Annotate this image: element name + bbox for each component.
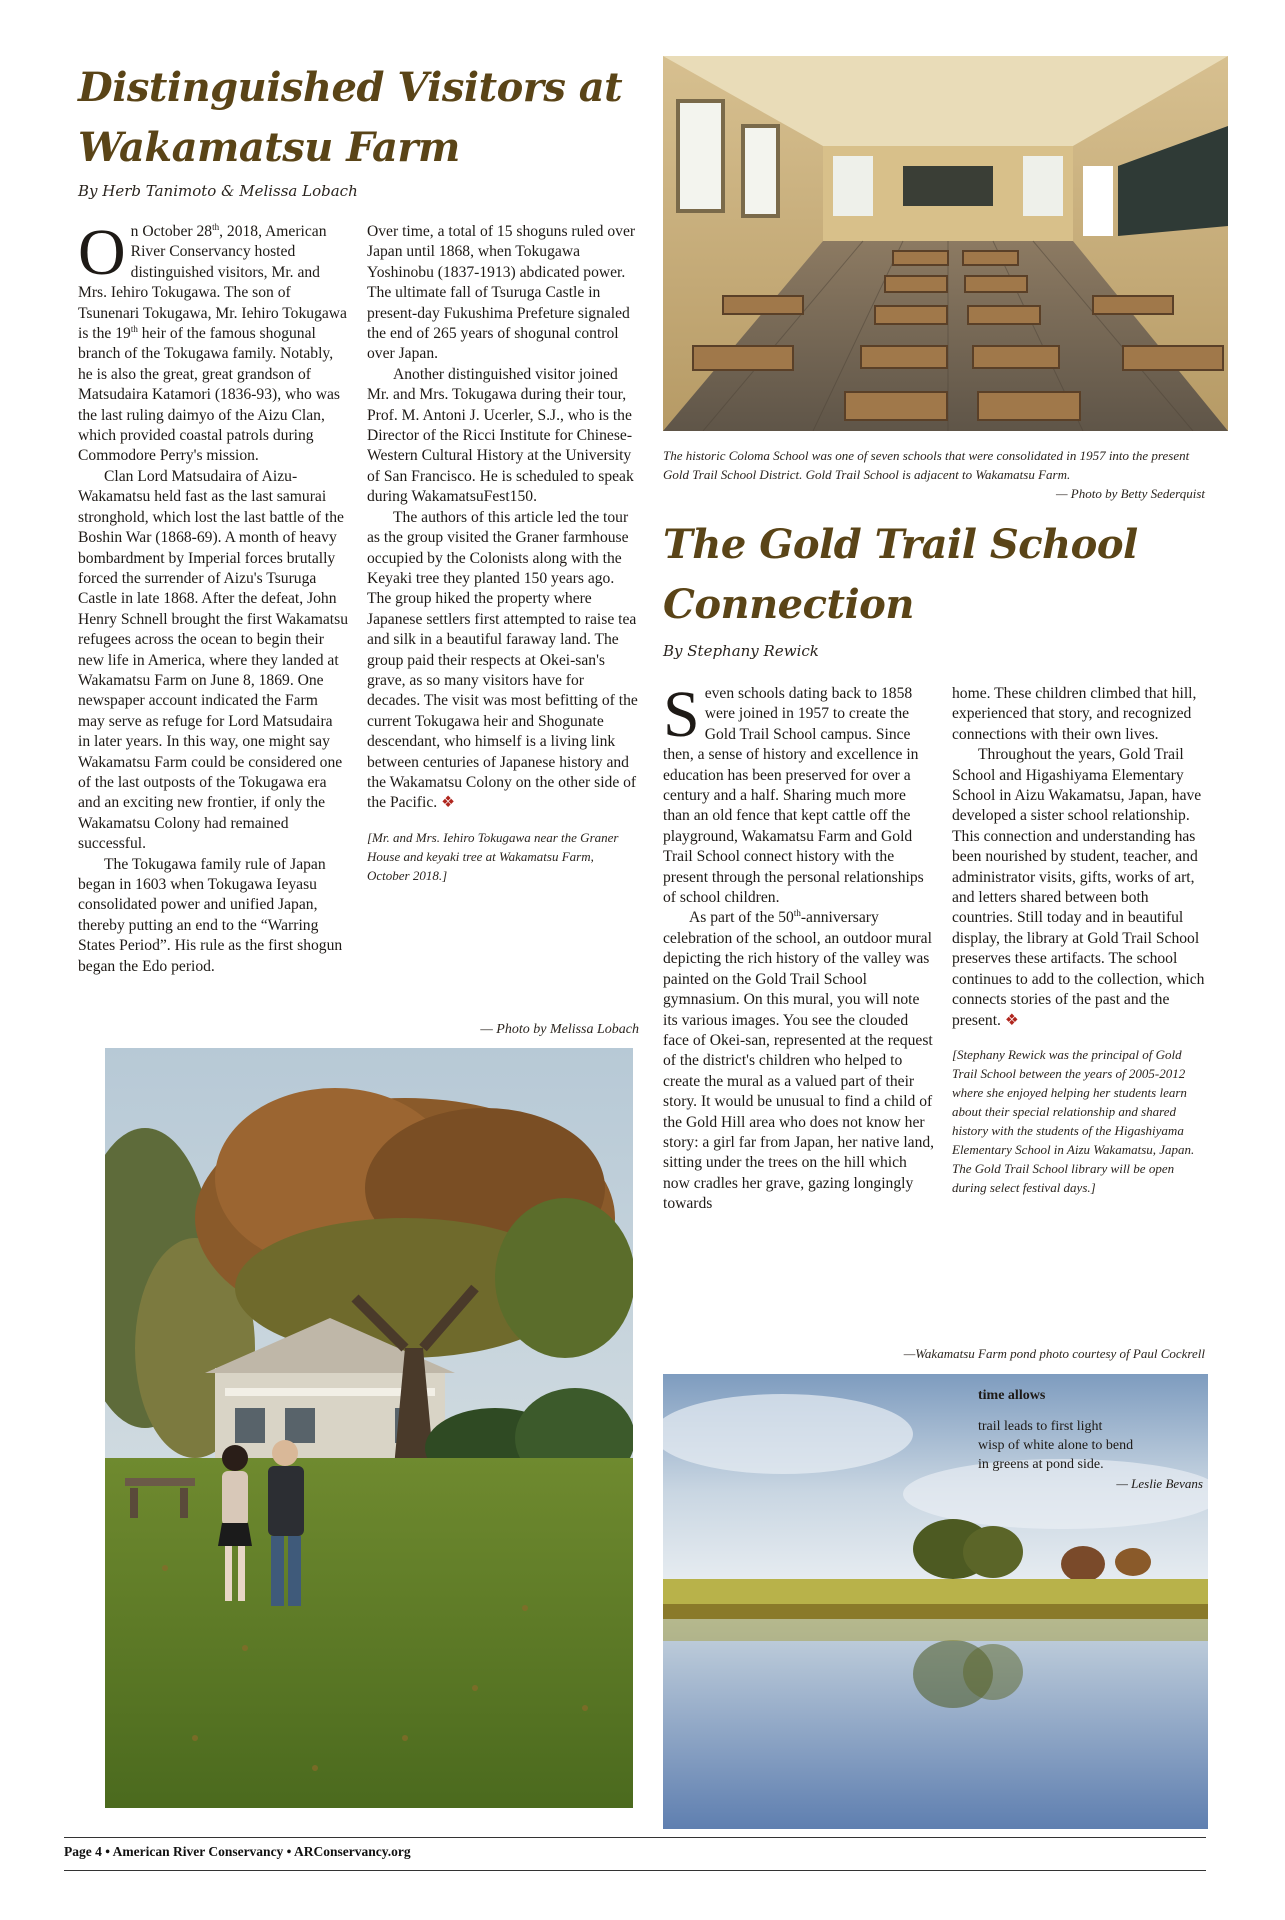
article1-paragraph-4: Over time, a total of 15 shoguns ruled over Japan until 1868, when Tokugawa Yoshinobu (1837-1913) abdicated power. The ultimate fall of Tsuruga Castle in present-day Fukushima Prefeture signaled the end of 265 years of shogunal control over Japan. — [367, 223, 636, 363]
article1-headline-line1: Distinguished Visitors at — [78, 64, 623, 111]
article1-photo-caption: [Mr. and Mrs. Iehiro Tokugawa near the Graner House and keyaki tree at Wakamatsu Farm, October 2018.] — [367, 829, 619, 883]
article1-headline — [78, 58, 638, 178]
article1-byline: By Herb Tanimoto & Melissa Lobach — [78, 182, 358, 200]
author-note: [Stephany Rewick was the principal of Gold Trail School between the years of 2005-2012 where she enjoyed helping her students learn about their special relationship and shared history with the students of the Higashiyama Elementary School in Aizu Wakamatsu, Japan. The Gold Trail School library will be open during select festival days.] — [952, 1046, 1195, 1195]
poem-title: time allows — [978, 1388, 1046, 1403]
article1-paragraph-3: The Tokugawa family rule of Japan began in 1603 when Tokugawa Ieyasu consolidated power and unified Japan, thereby putting an end to the “Warring States Period”. His rule as the first shogun began the Edo period. — [78, 855, 343, 975]
article1-dropcap: O — [78, 216, 126, 289]
article2-column-2 — [952, 684, 1206, 1197]
article1-paragraph-5: Another distinguished visitor joined Mr. and Mrs. Tokugawa during their tour, Prof. M. Antoni J. Ucerler, S.J., who is the Director of the Ricci Institute for Chinese-Western Cultural History at the University of San Francisco. He is scheduled to speak during WakamatsuFest150. — [367, 365, 634, 506]
article2-byline: By Stephany Rewick — [663, 642, 819, 660]
article2-paragraph-3: home. These children climbed that hill, experienced that story, and recognized connections with their own lives. — [952, 685, 1197, 743]
poem — [978, 1386, 1203, 1493]
poem-line-1: trail leads to first light — [978, 1419, 1103, 1434]
article2-paragraph-1: Seven schools dating back to 1858 were joined in 1957 to create the Gold Trail School campus. Since then, a sense of history and excellence in education has been preserved for over a century and a half. Sharing much more than an old fence that kept cattle off the playground, Wakamatsu Farm and Gold Trail School connect history with the present through the personal relationships of school children. — [663, 678, 924, 907]
pond-photo-credit: —Wakamatsu Farm pond photo courtesy of Paul Cockrell — [903, 1346, 1205, 1361]
article1-headline-line2: Wakamatsu Farm — [78, 124, 460, 171]
poem-line-3: in greens at pond side. — [978, 1457, 1104, 1472]
footer-top-rule — [64, 1837, 1206, 1838]
article2-headline-line1: The Gold Trail School — [663, 521, 1138, 568]
visitors-photo — [105, 1048, 633, 1808]
article2-column-1 — [663, 678, 935, 1215]
end-mark-icon: ❖ — [441, 794, 456, 812]
article2-headline-line2: Connection — [663, 581, 914, 628]
school-photo-credit: — Photo by Betty Sederquist — [1056, 486, 1205, 501]
article1-column-2 — [367, 222, 639, 885]
end-mark-icon: ❖ — [1004, 1011, 1019, 1029]
article1-photo-credit: — Photo by Melissa Lobach — [480, 1022, 639, 1037]
article2-paragraph-4: Throughout the years, Gold Trail School and Higashiyama Elementary School in Aizu Wakamatsu, Japan, have developed a sister school relationship. This connection and understanding has been nourished by student, teacher, and administrator visits, gifts, works of art, and letters shared between both countries. Still today and in beautiful display, the library at Gold Trail School preserves these artifacts. The school continues to add to the collection, which connects stories of the past and the present. ❖ — [952, 746, 1205, 1029]
school-photo — [663, 56, 1228, 431]
article1-paragraph-6: The authors of this article led the tour as the group visited the Graner farmhouse occupied by the Colonists along with the Keyaki tree they planted 150 years ago. The group hiked the property where Japanese settlers first attempted to raise tea and silk in a beautiful faraway land. The group paid their respects at Okei-san's grave, as so many visitors have for decades. The visit was most befitting of the current Tokugawa heir and Shogunate descendant, who himself is a living link between centuries of Japanese history and the Wakamatsu Colony on the other side of the Pacific. ❖ — [367, 508, 638, 812]
article2-headline — [663, 515, 1223, 635]
school-photo-caption: The historic Coloma School was one of seven schools that were consolidated in 1957 into the present Gold Trail School District. Gold Trail School is adjacent to Wakamatsu Farm. — [663, 448, 1190, 482]
article2-paragraph-2: As part of the 50th-anniversary celebration of the school, an outdoor mural depicting the rich history of the valley was painted on the Gold Trail School gymnasium. On this mural, you will note its various images. You see the clouded face of Okei-san, represented at the request of the district's children who helped to create the mural as a valued part of their story. It would be unusual to find a child of the Gold Hill area who does not know her story: a girl far from Japan, her native land, sitting under the trees on the hill which now cradles her grave, gazing longingly towards — [663, 908, 935, 1213]
article2-dropcap: S — [663, 678, 700, 751]
footer-bottom-rule — [64, 1870, 1206, 1871]
article1-paragraph-1: On October 28th, 2018, American River Conservancy hosted distinguished visitors, Mr. and Mrs. Iehiro Tokugawa. The son of Tsunenari Tokugawa, Mr. Iehiro Tokugawa is the 19th heir of the famous shogunal branch of the Tokugawa family. Notably, he is also the great, great grandson of Matsudaira Katamori (1836-93), who was the last ruling daimyo of the Aizu Clan, which provided coastal patrols during Commodore Perry's mission. — [78, 216, 347, 465]
article1-column-1 — [78, 216, 348, 977]
article1-paragraph-2: Clan Lord Matsudaira of Aizu-Wakamatsu held fast as the last samurai stronghold, which lost the last battle of the Boshin War (1868-69). A month of heavy bombardment by Imperial forces brutally forced the surrender of Aizu's Tsuruga Castle in late 1868. After the defeat, John Henry Schnell brought the first Wakamatsu refugees across the ocean to begin their new life in America, where they landed at Wakamatsu Farm on June 8, 1869. One newspaper account indicated the Farm may serve as refuge for Lord Matsudaira in later years. In this way, one might say Wakamatsu Farm could be considered one of the last outposts of the Tokugawa era and an exciting new frontier, if only the Wakamatsu Colony had remained successful. — [78, 467, 348, 853]
pond-photo — [663, 1374, 1208, 1829]
poem-line-2: wisp of white alone to bend — [978, 1438, 1134, 1453]
poem-author: — Leslie Bevans — [1116, 1476, 1203, 1491]
page-footer: Page 4 • American River Conservancy • ARConservancy.org — [64, 1844, 411, 1859]
